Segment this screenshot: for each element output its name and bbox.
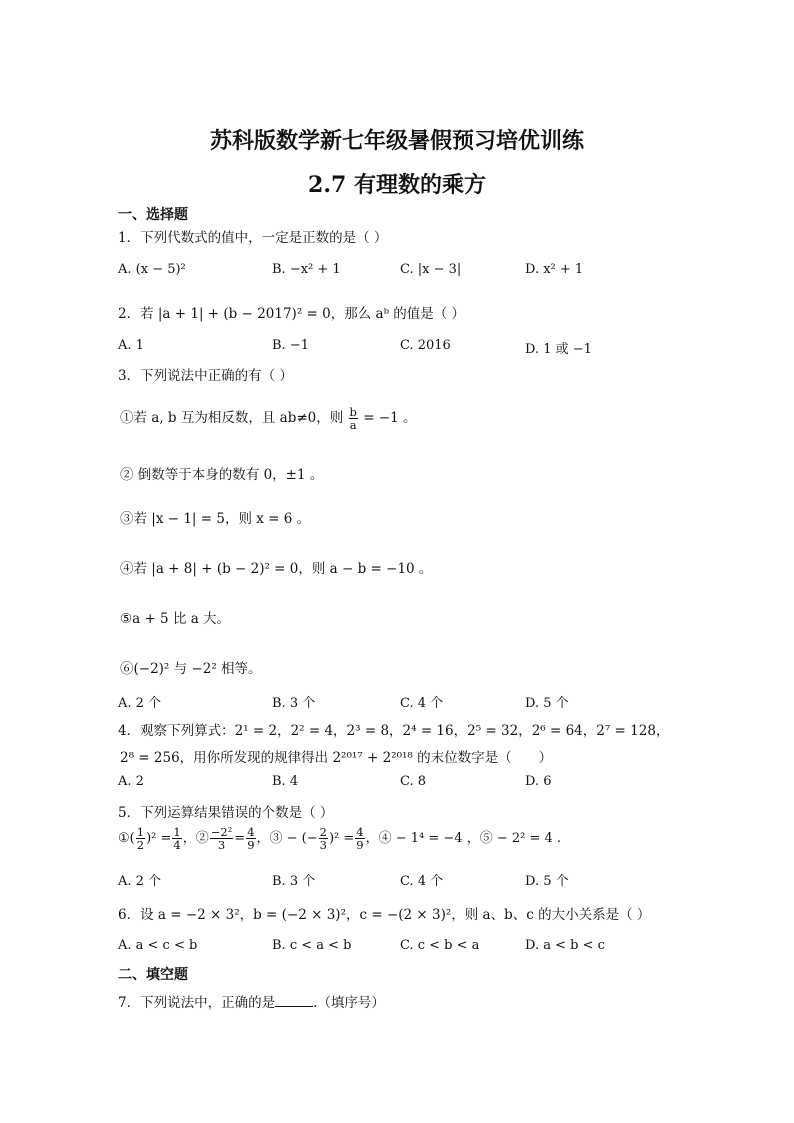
q6-option-a: A. a < c < b [118, 938, 198, 953]
q5-option-a: A. 2 个 [118, 874, 162, 889]
fraction-denominator: 4 [173, 838, 181, 853]
question-1-stem: 1．下列代数式的值中，一定是正数的是（ ） [118, 230, 388, 246]
q2-option-c: C. 2016 [400, 338, 451, 353]
q1-option-d: D. x² + 1 [525, 262, 584, 277]
q7-suffix: .（填序号） [313, 995, 385, 1011]
q3-option-d: D. 5 个 [525, 696, 569, 711]
section-heading-choice: 一、选择题 [118, 207, 188, 223]
q2-option-d: D. 1 或 −1 [525, 342, 592, 357]
fraction-denominator: 3 [217, 838, 226, 853]
q3-statement-3: ③若 |x − 1| = 5，则 x = 6 。 [120, 511, 311, 527]
q3-option-a: A. 2 个 [118, 696, 162, 711]
q5-tail: ，④ − 1⁴ = −4 ，⑤ − 2² = 4 . [365, 831, 562, 847]
fraction-denominator: 2 [136, 838, 145, 853]
q5-p2-mid: = [234, 831, 246, 847]
q5-p3-frac [319, 826, 328, 851]
q6-option-b: B. c < a < b [272, 938, 352, 953]
q5-p1-mid: )² = [146, 831, 172, 847]
q3-s1-result: = −1 。 [363, 410, 417, 427]
q5-p3-pre: ，③ − (− [256, 831, 318, 847]
question-4-line-1: 4．观察下列算式：2¹ = 2，2² = 4，2³ = 8，2⁴ = 16，2⁵ = 32，2⁶ = 64，2⁷ = 128， [118, 723, 670, 739]
question-6-stem: 6．设 a = −2 × 3²，b = (−2 × 3)²，c = −(2 × 3)²，则 a、b、c 的大小关系是（ ） [118, 907, 651, 923]
fraction-denominator: a [349, 418, 357, 433]
section-heading-fill-in: 二、填空题 [118, 967, 188, 983]
document-subtitle: 2.7 有理数的乘方 [308, 172, 486, 198]
q3-statement-2: ② 倒数等于本身的数有 0，±1 。 [120, 467, 324, 483]
q1-option-c: C. |x − 3| [400, 262, 462, 277]
q3-statement-6: ⑥(−2)² 与 −2² 相等。 [120, 661, 262, 677]
question-2-stem: 2．若 |a + 1| + (b − 2017)² = 0，那么 aᵇ 的值是（ ） [118, 306, 466, 322]
q6-option-d: D. a < b < c [525, 938, 605, 953]
q5-expressions [118, 826, 561, 851]
fraction-denominator: 9 [356, 838, 364, 853]
fraction-numerator: b [349, 405, 357, 419]
q5-p3-result-frac [355, 826, 364, 851]
q7-text: 7．下列说法中，正确的是 [118, 995, 276, 1011]
q5-p2-frac [210, 826, 234, 851]
fraction-denominator: 9 [247, 838, 255, 853]
fraction-denominator: 3 [319, 838, 327, 853]
q3-statement-4: ④若 |a + 8| + (b − 2)² = 0，则 a − b = −10 。 [120, 561, 433, 577]
q5-p1-frac [136, 826, 145, 851]
q3-s1-text: ①若 a, b 互为相反数，且 ab≠0，则 [120, 410, 344, 427]
q4-option-d: D. 6 [525, 774, 552, 789]
fraction-numerator: 2 [319, 825, 327, 839]
fraction-numerator: 4 [356, 825, 364, 839]
q6-option-c: C. c < b < a [400, 938, 480, 953]
question-5-stem: 5．下列运算结果错误的个数是（ ） [118, 805, 334, 821]
q4-option-b: B. 4 [272, 774, 299, 789]
q5-option-c: C. 4 个 [400, 874, 444, 889]
q4-option-a: A. 2 [118, 774, 144, 789]
question-4-line-2: 2⁸ = 256，用你所发现的规律得出 2²⁰¹⁷ + 2²⁰¹⁸ 的末位数字是（ ） [120, 750, 553, 766]
q5-p1-pre: ①( [118, 831, 135, 847]
q3-option-c: C. 4 个 [400, 696, 444, 711]
q3-option-b: B. 3 个 [272, 696, 316, 711]
q5-option-d: D. 5 个 [525, 874, 569, 889]
q2-option-b: B. −1 [272, 338, 309, 353]
q1-option-b: B. −x² + 1 [272, 262, 341, 277]
fraction-numerator: 1 [136, 825, 145, 839]
q5-p1-result-frac [172, 826, 181, 851]
q4-option-c: C. 8 [400, 774, 427, 789]
q5-p3-mid: )² = [328, 831, 355, 847]
fraction-numerator: 1 [173, 825, 181, 839]
document-title: 苏科版数学新七年级暑假预习培优训练 [209, 128, 584, 154]
question-7 [118, 991, 385, 1011]
q3-statement-5: ⑤a + 5 比 a 大。 [120, 611, 231, 627]
q5-p2-result-frac [246, 826, 255, 851]
fraction-numerator: 4 [247, 825, 255, 839]
q5-p2-pre: ，② [182, 831, 209, 847]
answer-blank[interactable] [275, 995, 313, 1007]
q2-option-a: A. 1 [118, 338, 144, 353]
q1-option-a: A. (x − 5)² [118, 262, 186, 277]
q3-statement-1 [120, 406, 417, 431]
q3-s1-fraction [349, 406, 358, 431]
fraction-numerator: −2² [210, 825, 233, 839]
q5-option-b: B. 3 个 [272, 874, 316, 889]
question-3-stem: 3．下列说法中正确的有（ ） [118, 368, 293, 384]
